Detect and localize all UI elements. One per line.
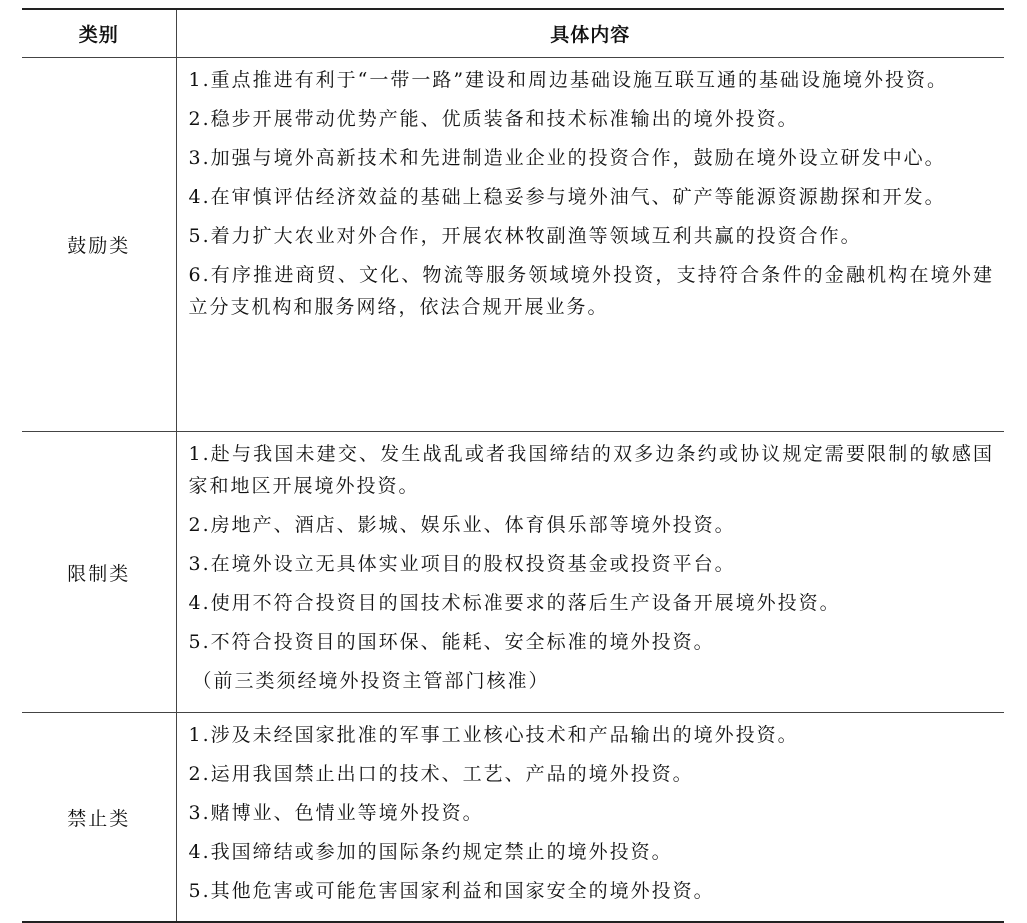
list-item: 5.着力扩大农业对外合作，开展农林牧副渔等领域互利共赢的投资合作。 — [188, 225, 862, 247]
table-header-row — [22, 9, 1004, 58]
list-item: 3.赌博业、色情业等境外投资。 — [188, 802, 484, 824]
category-restricted: 限制类 — [22, 432, 176, 713]
content-prohibited — [176, 713, 1004, 923]
list-item: 2.运用我国禁止出口的技术、工艺、产品的境外投资。 — [188, 763, 694, 785]
list-item: 2.房地产、酒店、影城、娱乐业、体育俱乐部等境外投资。 — [188, 514, 736, 536]
list-item: 5.不符合投资目的国环保、能耗、安全标准的境外投资。 — [188, 631, 715, 653]
list-item: 3.加强与境外高新技术和先进制造业企业的投资合作，鼓励在境外设立研发中心。 — [188, 147, 946, 169]
list-item: 4.使用不符合投资目的国技术标准要求的落后生产设备开展境外投资。 — [188, 592, 841, 614]
list-item: 1.赴与我国未建交、发生战乱或者我国缔结的双多边条约或协议规定需要限制的敏感国家和地区开展境外投资。 — [188, 443, 994, 497]
list-item: 4.我国缔结或参加的国际条约规定禁止的境外投资。 — [188, 841, 673, 863]
list-item: 5.其他危害或可能危害国家利益和国家安全的境外投资。 — [188, 880, 715, 902]
header-content: 具体内容 — [176, 9, 1004, 58]
list-item: 1.重点推进有利于“一带一路”建设和周边基础设施互联互通的基础设施境外投资。 — [188, 69, 949, 91]
category-prohibited: 禁止类 — [22, 713, 176, 923]
list-item: 3.在境外设立无具体实业项目的股权投资基金或投资平台。 — [188, 553, 736, 575]
category-encouraged: 鼓励类 — [22, 58, 176, 432]
content-restricted — [176, 432, 1004, 713]
outbound-investment-table — [22, 8, 1004, 923]
approval-note: （前三类须经境外投资主管部门核准） — [192, 670, 550, 692]
table-row-encouraged — [22, 58, 1004, 432]
header-category: 类别 — [22, 9, 176, 58]
table-row-prohibited — [22, 713, 1004, 923]
table-row-restricted — [22, 432, 1004, 713]
list-item: 1.涉及未经国家批准的军事工业核心技术和产品输出的境外投资。 — [188, 724, 799, 746]
content-encouraged — [176, 58, 1004, 432]
list-item: 6.有序推进商贸、文化、物流等服务领域境外投资，支持符合条件的金融机构在境外建立分支机构和服务网络，依法合规开展业务。 — [188, 264, 994, 318]
list-item: 4.在审慎评估经济效益的基础上稳妥参与境外油气、矿产等能源资源勘探和开发。 — [188, 186, 946, 208]
list-item: 2.稳步开展带动优势产能、优质装备和技术标准输出的境外投资。 — [188, 108, 799, 130]
